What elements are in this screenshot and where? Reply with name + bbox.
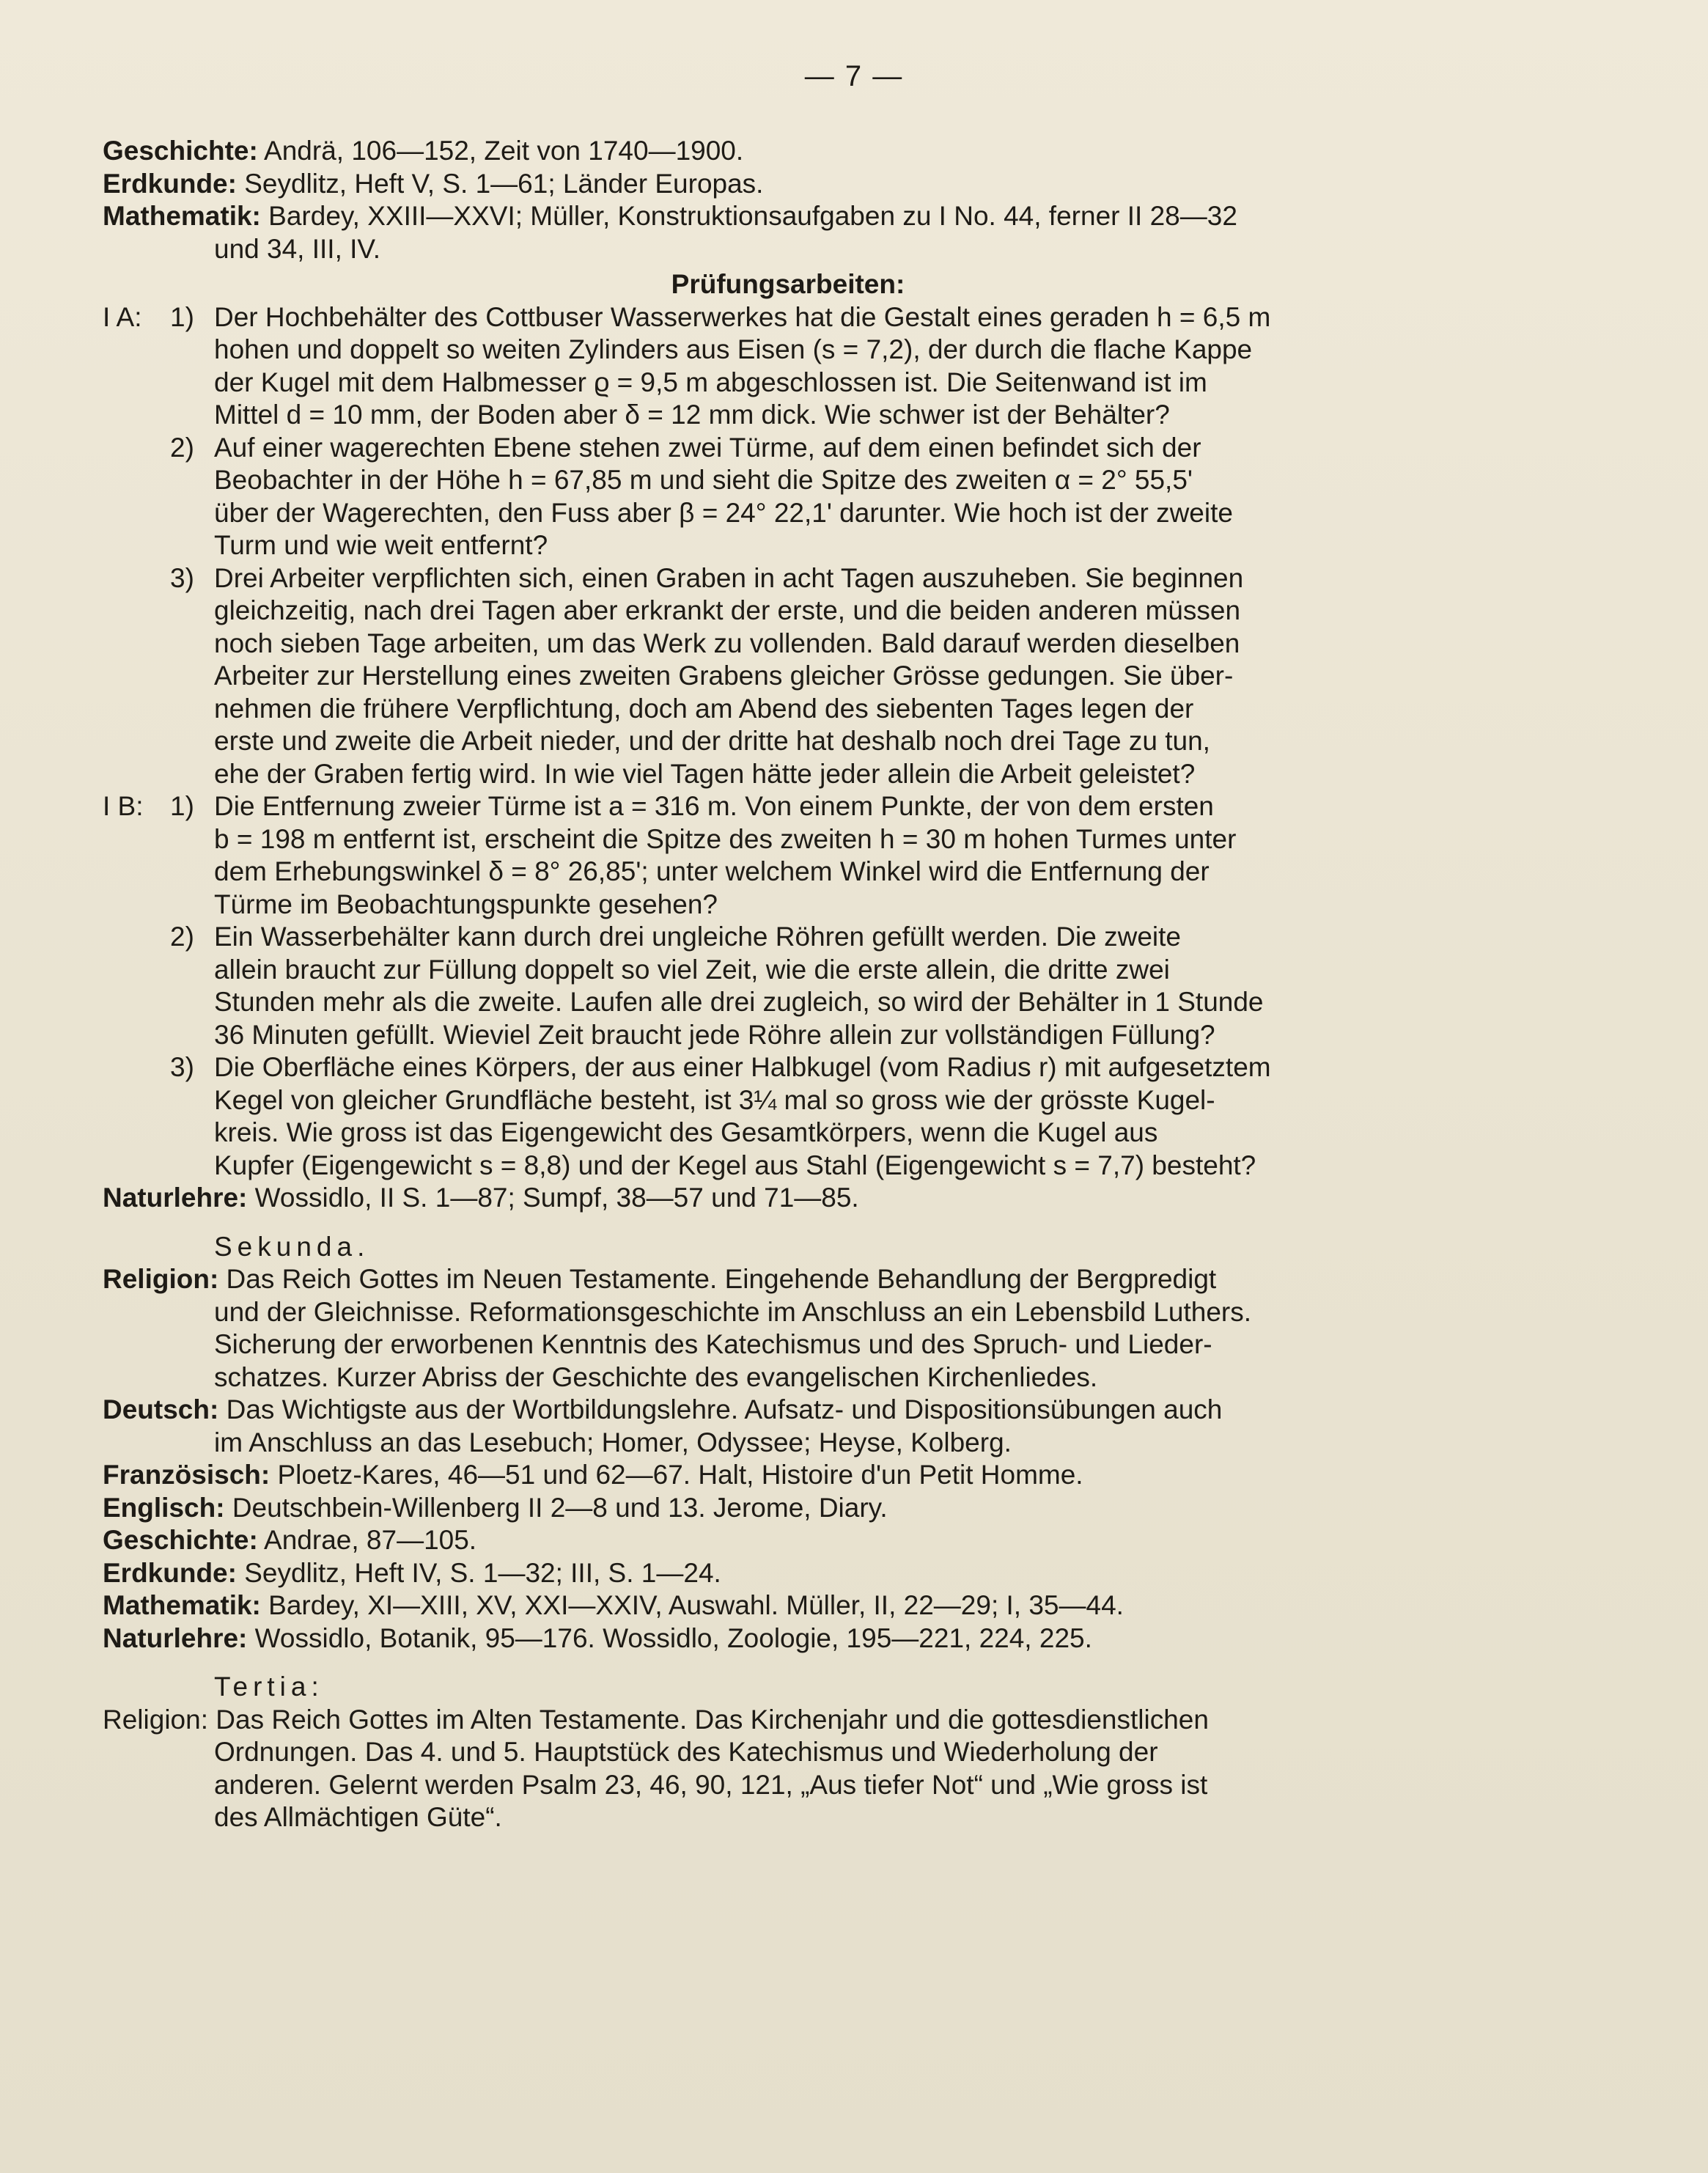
erdkunde-label: Erdkunde: xyxy=(103,168,237,199)
pruefung-ia-1 xyxy=(103,301,1473,432)
naturlehre-prima-label: Naturlehre: xyxy=(103,1183,248,1213)
page-number: — 7 — xyxy=(804,60,904,92)
sekunda-deutsch-entry xyxy=(103,1394,1473,1427)
mathematik-label: Mathematik: xyxy=(103,201,261,231)
tertia-religion-cont: Ordnungen. Das 4. und 5. Hauptstück des Katechismus und Wiederholung der xyxy=(214,1737,1158,1767)
problem-line: Ein Wasserbehälter kann durch drei ungleiche Röhren gefüllt werden. Die zweite xyxy=(214,922,1182,952)
sekunda-geschichte-label: Geschichte: xyxy=(103,1525,258,1555)
problem-line: über der Wagerechten, den Fuss aber β = 24° 22,1' darunter. Wie hoch ist der zweite xyxy=(214,497,1233,528)
problem-line: erste und zweite die Arbeit nieder, und der dritte hat deshalb noch drei Tage zu tun, xyxy=(214,726,1210,756)
geschichte-label: Geschichte: xyxy=(103,136,258,166)
mathematik-text-cont: und 34, III, IV. xyxy=(214,233,380,264)
tertia-religion-entry xyxy=(103,1704,1473,1737)
sekunda-franzoesisch-label: Französisch: xyxy=(103,1460,270,1490)
problem-line: nehmen die frühere Verpflichtung, doch am Abend des siebenten Tages legen der xyxy=(214,693,1194,724)
problem-line: noch sieben Tage arbeiten, um das Werk zu vollenden. Bald darauf werden dieselben xyxy=(214,628,1240,658)
sekunda-religion-entry xyxy=(103,1263,1473,1296)
problem-line: hohen und doppelt so weiten Zylinders aus Eisen (s = 7,2), der durch die flache Kappe xyxy=(214,334,1253,364)
mathematik-entry xyxy=(103,200,1473,233)
problem-line: Auf einer wagerechten Ebene stehen zwei Türme, auf dem einen befindet sich der xyxy=(214,432,1201,463)
sekunda-deutsch-cont: im Anschluss an das Lesebuch; Homer, Odyssee; Heyse, Kolberg. xyxy=(214,1427,1012,1457)
pruefungsarbeiten-heading: Prüfungsarbeiten: xyxy=(671,269,905,299)
erdkunde-entry xyxy=(103,168,1473,201)
item-number: 1) xyxy=(170,301,194,332)
problem-line: b = 198 m entfernt ist, erscheint die Spitze des zweiten h = 30 m hohen Turmes unter xyxy=(214,823,1237,854)
sekunda-franzoesisch-entry xyxy=(103,1459,1473,1492)
item-number: 2) xyxy=(170,922,194,952)
problem-line: Turm und wie weit entfernt? xyxy=(214,530,548,560)
sekunda-englisch-label: Englisch: xyxy=(103,1492,225,1523)
pruefung-ib-3 xyxy=(103,1051,1473,1182)
problem-line: Türme im Beobachtungspunkte gesehen? xyxy=(214,889,718,919)
problem-line: gleichzeitig, nach drei Tagen aber erkrankt der erste, und die beiden anderen müssen xyxy=(214,595,1241,625)
tertia-religion-label: Religion: xyxy=(103,1704,208,1735)
problem-line: dem Erhebungswinkel δ = 8° 26,85'; unter welchem Winkel wird die Entfernung der xyxy=(214,856,1210,886)
problem-line: kreis. Wie gross ist das Eigengewicht des Gesamtkörpers, wenn die Kugel aus xyxy=(214,1117,1158,1147)
section-label-ib: I B: xyxy=(103,791,144,821)
sekunda-erdkunde-entry xyxy=(103,1557,1473,1590)
problem-line: Stunden mehr als die zweite. Laufen alle drei zugleich, so wird der Behälter in 1 Stunde xyxy=(214,987,1264,1017)
item-number: 1) xyxy=(170,791,194,821)
sekunda-erdkunde-label: Erdkunde: xyxy=(103,1557,237,1588)
problem-line: Der Hochbehälter des Cottbuser Wasserwerkes hat die Gestalt eines geraden h = 6,5 m xyxy=(214,301,1271,332)
sekunda-religion-cont: Sicherung der erworbenen Kenntnis des Katechismus und des Spruch- und Lieder- xyxy=(214,1329,1212,1359)
erdkunde-text: Seydlitz, Heft V, S. 1—61; Länder Europas. xyxy=(244,168,764,199)
mathematik-text: Bardey, XXIII—XXVI; Müller, Konstruktionsaufgaben zu I No. 44, ferner II 28—32 xyxy=(268,201,1237,231)
sekunda-heading: Sekunda. xyxy=(214,1231,370,1262)
geschichte-entry xyxy=(103,135,1473,168)
item-number: 3) xyxy=(170,562,194,593)
problem-line: der Kugel mit dem Halbmesser ϱ = 9,5 m abgeschlossen ist. Die Seitenwand ist im xyxy=(214,367,1207,397)
sekunda-naturlehre-entry xyxy=(103,1622,1473,1655)
sekunda-deutsch-text: Das Wichtigste aus der Wortbildungslehre. Aufsatz- und Dispositionsübungen auch xyxy=(226,1394,1223,1424)
sekunda-naturlehre-label: Naturlehre: xyxy=(103,1622,248,1653)
pruefung-ib-1 xyxy=(103,790,1473,921)
sekunda-religion-cont: schatzes. Kurzer Abriss der Geschichte des evangelischen Kirchenliedes. xyxy=(214,1361,1098,1392)
tertia-heading: Tertia: xyxy=(214,1672,324,1702)
problem-line: Arbeiter zur Herstellung eines zweiten Grabens gleicher Grösse gedungen. Sie über- xyxy=(214,661,1234,691)
problem-line: Kegel von gleicher Grundfläche besteht, ist 3¼ mal so gross wie der grösste Kugel- xyxy=(214,1084,1215,1115)
item-number: 3) xyxy=(170,1052,194,1082)
naturlehre-prima-entry xyxy=(103,1182,1473,1215)
sekunda-englisch-text: Deutschbein-Willenberg II 2—8 und 13. Jerome, Diary. xyxy=(232,1492,888,1523)
tertia-religion-cont: des Allmächtigen Güte“. xyxy=(214,1802,502,1832)
sekunda-religion-label: Religion: xyxy=(103,1264,219,1294)
sekunda-religion-text: Das Reich Gottes im Neuen Testamente. Eingehende Behandlung der Bergpredigt xyxy=(226,1264,1217,1294)
sekunda-naturlehre-text: Wossidlo, Botanik, 95—176. Wossidlo, Zoologie, 195—221, 224, 225. xyxy=(254,1622,1092,1653)
problem-line: Die Oberfläche eines Körpers, der aus einer Halbkugel (vom Radius r) mit aufgesetztem xyxy=(214,1052,1271,1082)
pruefung-ia-2 xyxy=(103,432,1473,562)
problem-line: Drei Arbeiter verpflichten sich, einen Graben in acht Tagen auszuheben. Sie beginnen xyxy=(214,562,1244,593)
section-label-ia: I A: xyxy=(103,301,142,332)
sekunda-franzoesisch-text: Ploetz-Kares, 46—51 und 62—67. Halt, Histoire d'un Petit Homme. xyxy=(277,1460,1083,1490)
sekunda-erdkunde-text: Seydlitz, Heft IV, S. 1—32; III, S. 1—24. xyxy=(244,1557,721,1588)
sekunda-geschichte-text: Andrae, 87—105. xyxy=(264,1525,477,1555)
sekunda-deutsch-label: Deutsch: xyxy=(103,1394,219,1424)
sekunda-mathematik-text: Bardey, XI—XIII, XV, XXI—XXIV, Auswahl. Müller, II, 22—29; I, 35—44. xyxy=(268,1590,1124,1620)
sekunda-englisch-entry xyxy=(103,1492,1473,1525)
pruefung-ia-3 xyxy=(103,562,1473,791)
geschichte-text: Andrä, 106—152, Zeit von 1740—1900. xyxy=(264,136,744,166)
sekunda-mathematik-entry xyxy=(103,1589,1473,1622)
sekunda-religion-cont: und der Gleichnisse. Reformationsgeschichte im Anschluss an ein Lebensbild Luthers. xyxy=(214,1296,1252,1327)
sekunda-mathematik-label: Mathematik: xyxy=(103,1590,261,1620)
problem-line: allein braucht zur Füllung doppelt so viel Zeit, wie die erste allein, die dritte zwei xyxy=(214,954,1170,985)
page-content xyxy=(103,135,1473,1834)
problem-line: 36 Minuten gefüllt. Wieviel Zeit braucht jede Röhre allein zur vollständigen Füllung? xyxy=(214,1019,1215,1050)
problem-line: Beobachter in der Höhe h = 67,85 m und sieht die Spitze des zweiten α = 2° 55,5' xyxy=(214,465,1193,495)
naturlehre-prima-text: Wossidlo, II S. 1—87; Sumpf, 38—57 und 71—85. xyxy=(254,1183,859,1213)
tertia-religion-cont: anderen. Gelernt werden Psalm 23, 46, 90, 121, „Aus tiefer Not“ und „Wie gross ist xyxy=(214,1769,1208,1800)
problem-line: Mittel d = 10 mm, der Boden aber δ = 12 mm dick. Wie schwer ist der Behälter? xyxy=(214,400,1170,430)
problem-line: ehe der Graben fertig wird. In wie viel Tagen hätte jeder allein die Arbeit geleistet? xyxy=(214,758,1196,789)
pruefung-ib-2 xyxy=(103,921,1473,1051)
problem-line: Die Entfernung zweier Türme ist a = 316 m. Von einem Punkte, der von dem ersten xyxy=(214,791,1214,821)
sekunda-geschichte-entry xyxy=(103,1524,1473,1557)
item-number: 2) xyxy=(170,432,194,463)
problem-line: Kupfer (Eigengewicht s = 8,8) und der Kegel aus Stahl (Eigengewicht s = 7,7) besteht? xyxy=(214,1150,1256,1180)
tertia-religion-text: Das Reich Gottes im Alten Testamente. Das Kirchenjahr und die gottesdienstlichen xyxy=(216,1704,1209,1735)
